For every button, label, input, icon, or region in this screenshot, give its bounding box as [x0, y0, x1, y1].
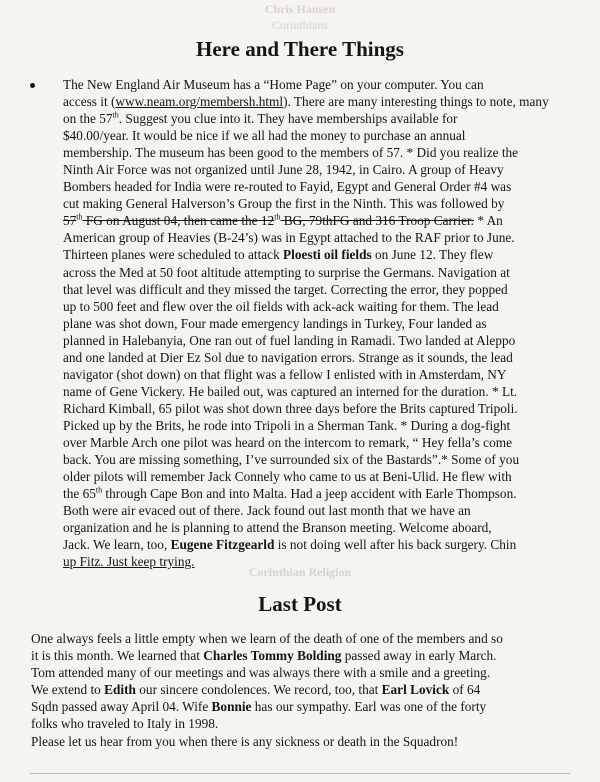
- text-run: Bombers headed for India were re-routed to Fayid, Egypt and General Order #4 was: [63, 179, 512, 195]
- text-line: [63, 349, 566, 366]
- text-run: Bonnie: [211, 699, 252, 715]
- text-line: [31, 664, 571, 681]
- text-run: Richard Kimball, 65 pilot was shot down three days before the Brits captured Tripoli.: [63, 400, 518, 416]
- text-run: it is this month. We learned that: [31, 648, 204, 664]
- text-run: The New England Air Museum has a “Home Page” on your computer. You can: [63, 77, 484, 92]
- text-line: [63, 315, 566, 332]
- text-line: [31, 698, 571, 715]
- text-run: our sincere condolences. We record, too, that: [135, 682, 382, 698]
- text-run: We extend to: [31, 682, 105, 698]
- text-run: Sqdn passed away April 04. Wife: [31, 699, 212, 715]
- text-line: [63, 281, 566, 298]
- text-run: that level was difficult and they missed the target. Correcting the error, they popped: [63, 281, 508, 297]
- text-run: FG on August 04, then came the 12: [82, 213, 275, 229]
- text-line: [63, 212, 566, 229]
- text-line: [63, 553, 566, 570]
- text-line: [63, 468, 566, 485]
- text-run: planned in Halebanyia, One ran out of fuel landing in Ramadi. Two landed at Aleppo: [63, 332, 516, 348]
- text-run: th: [95, 485, 103, 495]
- text-line: [63, 434, 566, 451]
- text-run: ). There are many interesting things to note, many: [283, 94, 549, 110]
- text-line: [63, 161, 566, 178]
- text-run: name of Gene Vickery. He bailed out, was captured an interned for the duration. * Lt.: [63, 383, 518, 399]
- text-run: . Suggest you clue into it. They have memberships available for: [118, 111, 458, 127]
- bullet-icon: [30, 83, 35, 88]
- text-line: [63, 144, 566, 161]
- text-run: BG, 79thFG and 316 Troop Carrier.: [280, 213, 475, 229]
- text-line: [63, 519, 566, 536]
- text-run: www.neam.org/membersh.html: [115, 94, 284, 110]
- text-run: up to 500 feet and flew over the oil fields with ack-ack waiting for them. The lead: [63, 298, 499, 314]
- text-line: [63, 332, 566, 349]
- text-run: Thirteen planes were scheduled to attack: [63, 247, 284, 263]
- text-line: [63, 417, 566, 434]
- text-run: 57: [63, 213, 77, 229]
- text-run: back. You are missing something, I’ve surrounded six of the Bastards”.* Some of you: [63, 452, 520, 468]
- text-run: Ploesti oil fields: [283, 247, 372, 263]
- text-run: membership. The museum has been good to the members of 57. * Did you realize the: [63, 145, 519, 161]
- text-line: [63, 264, 566, 281]
- text-line: [63, 400, 566, 417]
- text-run: Edith: [104, 682, 136, 698]
- section-heading-last-post: Last Post: [258, 592, 342, 616]
- text-run: Charles Tommy Bolding: [203, 648, 342, 664]
- text-line: [31, 647, 571, 664]
- bleed-through-text-mid: Corinthian Religion: [248, 565, 352, 579]
- text-run: $40.00/year. It would be nice if we all had the money to purchase an annual: [63, 128, 466, 144]
- text-line: [63, 110, 566, 127]
- text-line: [31, 681, 571, 698]
- text-line: [63, 298, 566, 315]
- text-run: Both were air evaced out of there. Jack found out last month that we have an: [63, 503, 471, 519]
- text-run: access it (: [63, 94, 116, 110]
- text-run: th: [274, 212, 281, 222]
- text-line: [63, 178, 566, 195]
- here-and-there-paragraph: [63, 76, 566, 570]
- text-line: [31, 733, 571, 750]
- text-line: [31, 715, 571, 732]
- text-run: Picked up by the Brits, he rode into Tripoli in a Sherman Tank. * During a dog-fight: [63, 417, 511, 433]
- text-run: of 64: [449, 682, 481, 698]
- text-run: through Cape Bon and into Malta. Had a jeep accident with Earle Thompson.: [102, 486, 517, 502]
- text-line: [63, 93, 566, 110]
- bleed-through-text-top: Chris Hansen: [264, 2, 336, 16]
- bleed-through-text-sub: Corinthians: [272, 18, 328, 32]
- text-run: th: [76, 212, 83, 222]
- text-run: Jack. We learn, too,: [63, 537, 171, 553]
- text-run: * An: [474, 213, 503, 229]
- text-line: [63, 229, 566, 246]
- last-post-paragraph: [31, 630, 571, 750]
- text-line: [31, 630, 571, 647]
- text-run: the 65: [63, 486, 96, 502]
- text-run: One always feels a little empty when we learn of the death of one of the members and so: [31, 631, 503, 646]
- text-run: cut making General Halverson’s Group the first in the Ninth. This was followed by: [63, 196, 505, 212]
- text-run: has our sympathy. Earl was one of the forty: [251, 699, 487, 715]
- text-line: [63, 502, 566, 519]
- text-run: Eugene Fitzgearld: [170, 537, 275, 553]
- text-line: [63, 536, 566, 553]
- text-run: passed away in early March.: [341, 648, 497, 664]
- text-run: navigator (shot down) on that flight was a fellow I enlisted with in Amsterdam, NY: [63, 366, 507, 382]
- text-run: Earl Lovick: [381, 682, 450, 698]
- text-run: over Marble Arch one pilot was heard on the intercom to remark, “ Hey fella’s come: [63, 434, 512, 450]
- text-run: organization and he is planning to attend the Branson meeting. Welcome aboard,: [63, 520, 492, 536]
- text-run: folks who traveled to Italy in 1998.: [31, 716, 219, 732]
- page-bottom-edge: [30, 773, 570, 774]
- text-run: up Fitz. Just keep trying.: [63, 554, 195, 570]
- text-run: older pilots will remember Jack Connely who came to us at Beni-Ulid. He flew with: [63, 469, 512, 485]
- text-run: is not doing well after his back surgery. Chin: [274, 537, 517, 553]
- text-run: plane was shot down, Four made emergency landings in Turkey, Four landed as: [63, 315, 487, 331]
- text-line: [63, 76, 566, 93]
- text-run: on June 12. They flew: [371, 247, 494, 263]
- text-run: across the Med at 50 foot altitude attempting to surprise the Germans. Navigation at: [63, 264, 510, 280]
- section-heading-here-and-there: Here and There Things: [196, 37, 404, 61]
- text-run: Ninth Air Force was not organized until June 28, 1942, in Cairo. A group of Heavy: [63, 162, 504, 178]
- text-run: Please let us hear from you when there is any sickness or death in the Squadron!: [31, 733, 459, 749]
- text-run: and one landed at Dier Ez Sol due to navigation errors. Strange as it sounds, the lead: [63, 349, 513, 365]
- text-line: [63, 383, 566, 400]
- text-line: [63, 195, 566, 212]
- text-run: th: [112, 110, 119, 120]
- text-line: [63, 451, 566, 468]
- text-line: [63, 127, 566, 144]
- text-line: [63, 366, 566, 383]
- text-run: on the 57: [63, 111, 113, 127]
- text-line: [63, 246, 566, 263]
- text-run: American group of Heavies (B-24’s) was in Egypt attached to the RAF prior to June.: [63, 230, 515, 246]
- text-run: Tom attended many of our meetings and was always there with a smile and a greeting.: [31, 665, 491, 681]
- text-line: [63, 485, 566, 502]
